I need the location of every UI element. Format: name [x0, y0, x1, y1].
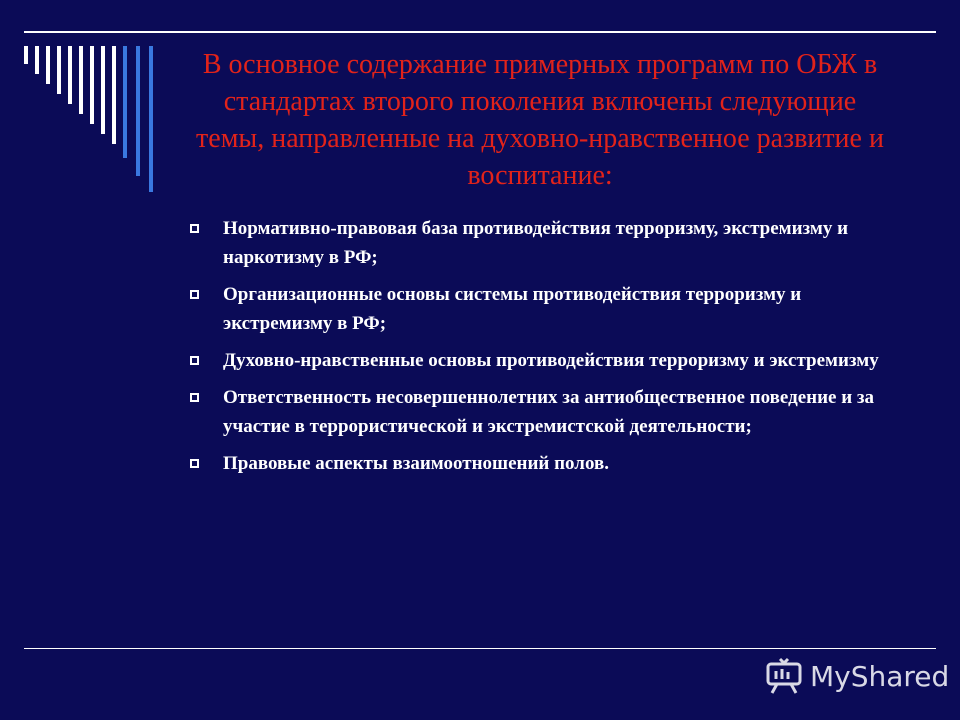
- square-bullet-icon: [190, 459, 199, 468]
- list-item-text: Духовно-нравственные основы противодействия терроризму и экстремизму: [223, 350, 879, 371]
- stripe: [101, 46, 105, 134]
- stripe: [136, 46, 140, 176]
- stripe: [46, 46, 50, 84]
- stripe: [123, 46, 127, 158]
- presentation-board-icon: [766, 657, 802, 695]
- list-item-text: Нормативно-правовая база противодействия терроризму, экстремизму и наркотизму в РФ;: [223, 218, 849, 268]
- list-item-text: Ответственность несовершеннолетних за антиобщественное поведение и за участие в террористической и экстремистской деятельности;: [223, 387, 875, 437]
- top-divider: [24, 31, 936, 33]
- square-bullet-icon: [190, 393, 199, 402]
- stripe: [79, 46, 83, 114]
- list-item-text: Организационные основы системы противодействия терроризму и экстремизму в РФ;: [223, 284, 802, 334]
- stripe: [24, 46, 28, 64]
- slide-title: В основное содержание примерных программ по ОБЖ в стандартах второго поколения включены следующие темы, направленные на духовно-нравственное развитие и воспитание:: [196, 49, 884, 191]
- stripe: [149, 46, 153, 192]
- list-item: [188, 214, 900, 272]
- stripe: [90, 46, 94, 124]
- watermark-text: MyShared: [810, 659, 950, 693]
- stripe: [68, 46, 72, 104]
- decorative-stripes: [0, 0, 160, 200]
- list-item: [188, 280, 900, 338]
- stripe: [112, 46, 116, 144]
- stripe: [57, 46, 61, 94]
- list-item: [188, 346, 900, 375]
- square-bullet-icon: [190, 224, 199, 233]
- list-item: [188, 383, 900, 441]
- square-bullet-icon: [190, 356, 199, 365]
- list-item-text: Правовые аспекты взаимоотношений полов.: [223, 453, 609, 474]
- bottom-divider: [24, 648, 936, 649]
- square-bullet-icon: [190, 290, 199, 299]
- list-item: [188, 449, 900, 478]
- watermark[interactable]: [766, 654, 949, 698]
- bullet-list: [188, 214, 900, 486]
- stripe: [35, 46, 39, 74]
